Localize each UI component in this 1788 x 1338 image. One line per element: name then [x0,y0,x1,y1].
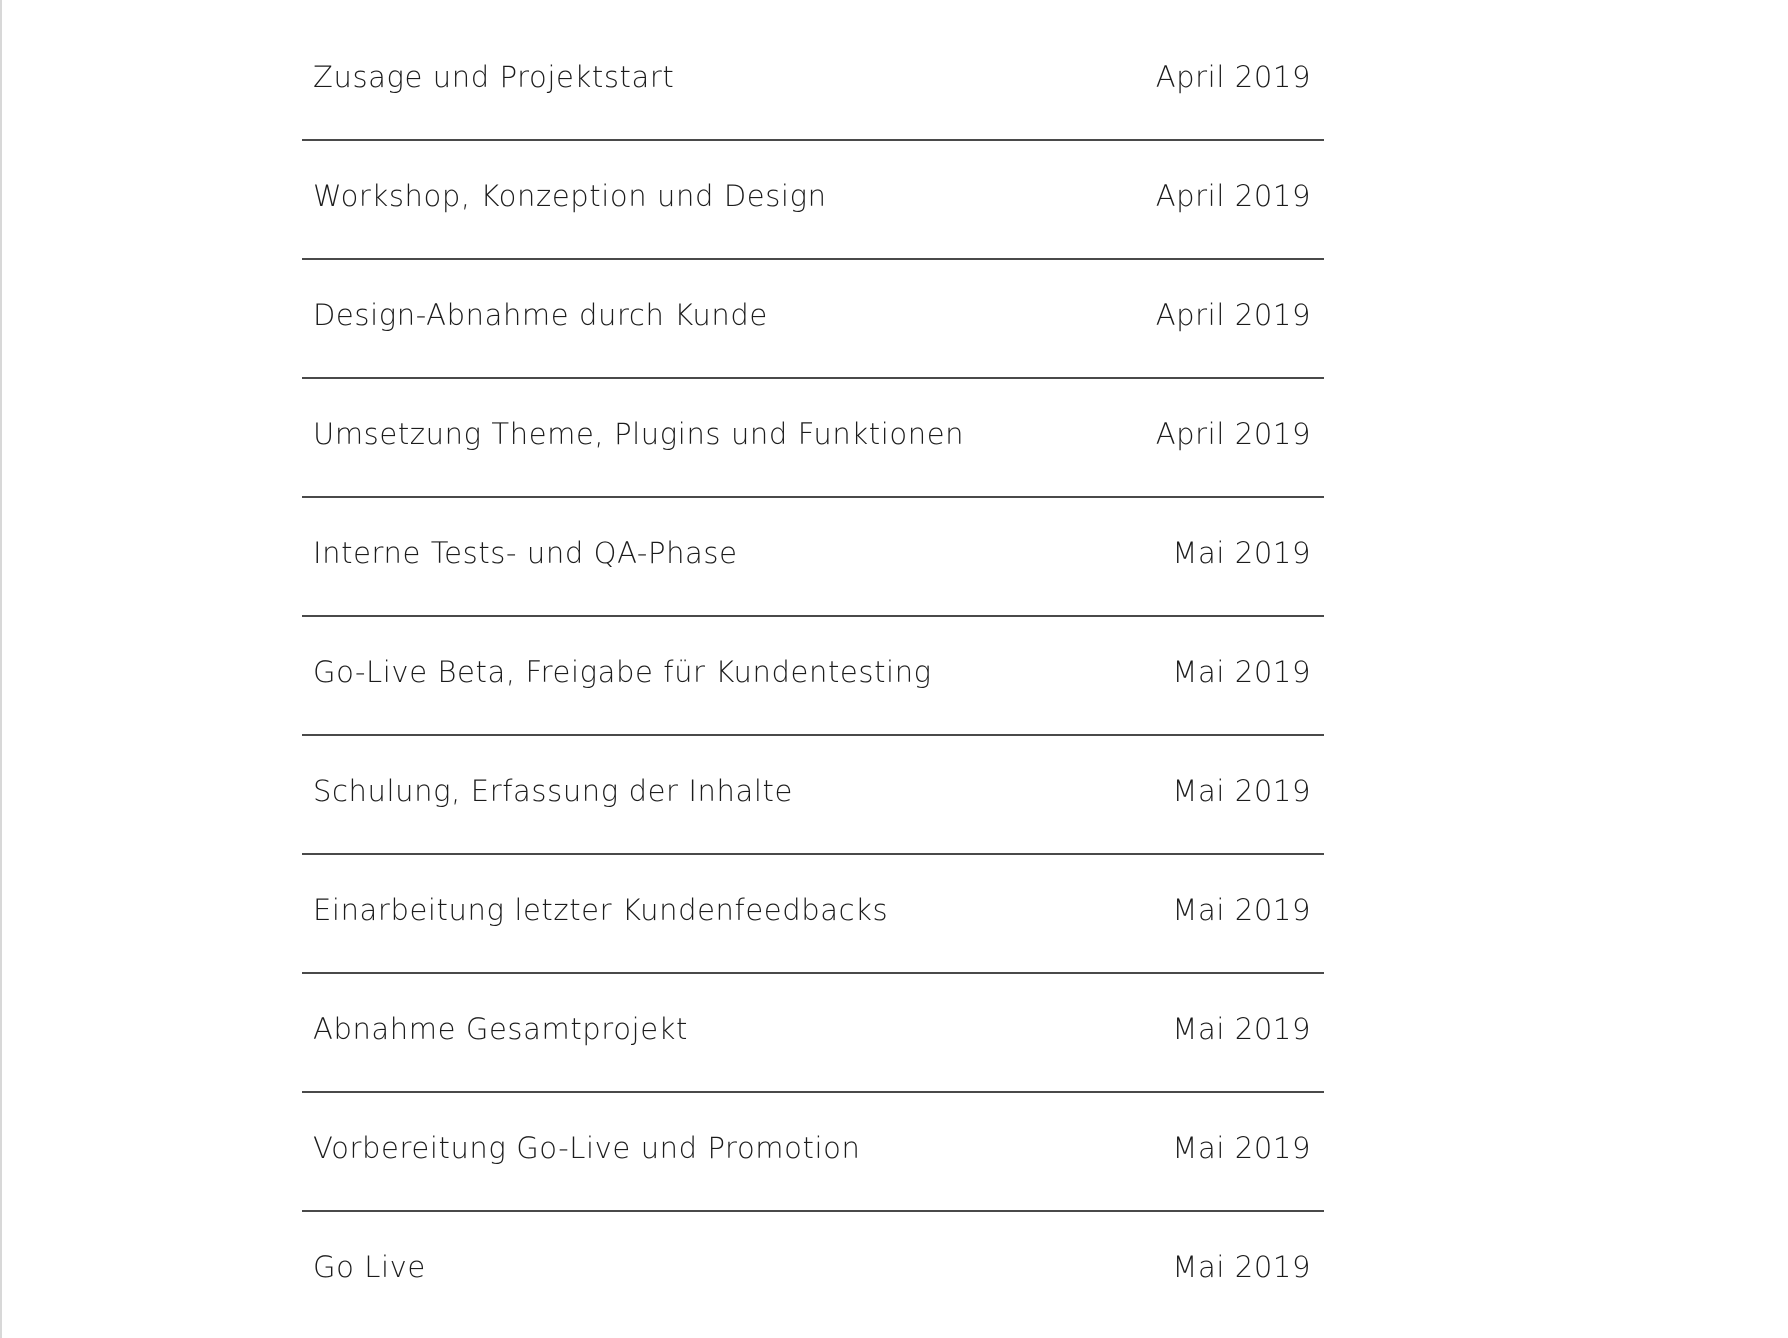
schedule-row [302,1093,1324,1212]
milestone-date: Mai 2019 [1172,1012,1311,1046]
milestone-label: Umsetzung Theme, Plugins und Funktionen [313,417,965,451]
schedule-row [302,617,1324,736]
milestone-label: Design-Abnahme durch Kunde [313,298,768,332]
milestone-label: Schulung, Erfassung der Inhalte [313,774,793,808]
schedule-row [302,141,1324,260]
project-schedule-list [302,22,1324,1331]
milestone-date: April 2019 [1155,179,1311,213]
schedule-row [302,974,1324,1093]
milestone-date: Mai 2019 [1172,774,1311,808]
milestone-label: Vorbereitung Go-Live und Promotion [313,1131,861,1165]
schedule-row [302,1212,1324,1331]
milestone-date: Mai 2019 [1172,1250,1311,1284]
milestone-date: April 2019 [1155,60,1311,94]
milestone-label: Einarbeitung letzter Kundenfeedbacks [313,893,889,927]
milestone-label: Zusage und Projektstart [313,60,675,94]
schedule-row [302,498,1324,617]
schedule-row [302,260,1324,379]
schedule-row [302,736,1324,855]
milestone-label: Workshop, Konzeption und Design [313,179,827,213]
milestone-date: Mai 2019 [1172,655,1311,689]
schedule-row [302,855,1324,974]
milestone-label: Abnahme Gesamtprojekt [313,1012,689,1046]
milestone-date: April 2019 [1155,417,1311,451]
schedule-row [302,379,1324,498]
milestone-label: Go Live [313,1250,426,1284]
milestone-date: April 2019 [1155,298,1311,332]
milestone-label: Go-Live Beta, Freigabe für Kundentesting [313,655,932,689]
milestone-date: Mai 2019 [1172,1131,1311,1165]
schedule-row [302,22,1324,141]
milestone-date: Mai 2019 [1172,893,1311,927]
page-left-edge [0,0,2,1338]
milestone-date: Mai 2019 [1172,536,1311,570]
milestone-label: Interne Tests- und QA-Phase [313,536,738,570]
